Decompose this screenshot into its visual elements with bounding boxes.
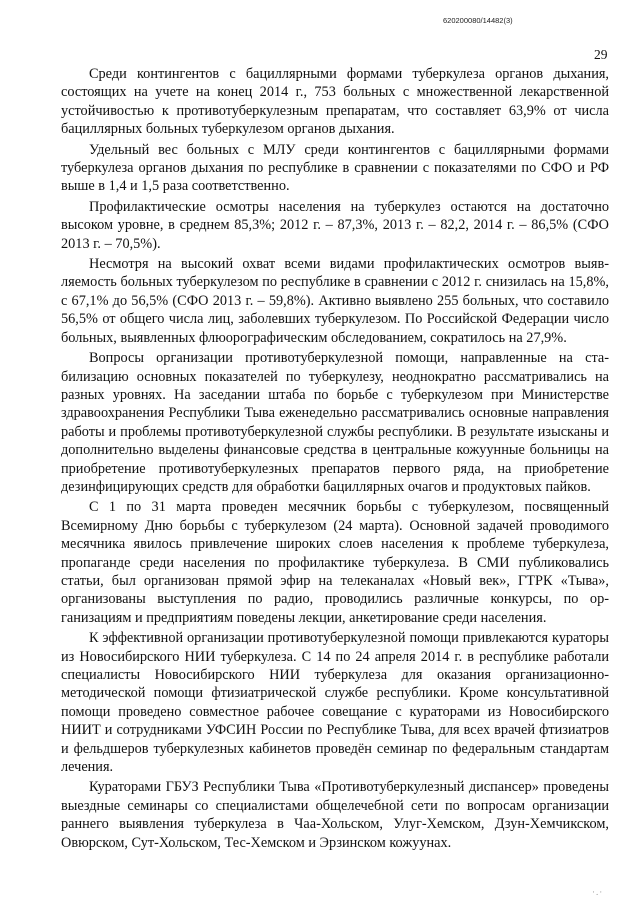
paragraph: Среди контингентов с бациллярными формами туберкулеза органов дыхания, состоящих на учете на конец 2014 г., 753 больных с множественной лекарственной устойчивостью к противотуберкулезным препаратам, что составляет 63,9% от числа бациллярных больных туберкулезом органов дыхания. [61,66,609,138]
paragraph: Несмотря на высокий охват всеми видами профилактических осмотров выявляемость больных туберкулезом по республике в сравнении с 2012 г. снизилась на 15,8%, с 67,1% до 56,5% (СФО 2013 г. – 59,8%). Активно выявлено 255 больных, что составило 56,5% от общего числа лиц, заболевших туберкулезом. По Российской Федерации число больных, выявленных флюорографическим обследованием, сократилось на 27,9%. [61,256,609,346]
paragraph: С 1 по 31 марта проведен месячник борьбы с туберкулезом, посвященный Всемирному Дню борьбы с туберкулезом (24 марта). Основной задачей проводимого месячника явилось привлечение широких слоев населения к проблеме туберкулеза, пропаганде среди населения по профилактике туберкулеза. В СМИ публиковались статьи, был организован прямой эфир на телеканалах «Новый век», ГТРК «Тыва», организованы выступления по радио, проводились различные конкурсы, по организациям и предприятиям поведены лекции, анкетирование среди населения. [61,499,609,626]
paragraph: Кураторами ГБУЗ Республики Тыва «Противотуберкулезный диспансер» проведены выездные семинары со специалистами общелечебной сети по вопросам организации раннего выявления туберкулеза в Чаа-Хольском, Улуг-Хемском, Дзун-Хемчикском, Овюрском, Сут-Хольском, Тес-Хемском и Эрзинском кожуунах. [61,779,609,851]
body-text [61,65,609,852]
scan-corner-mark: ·.· [592,887,604,897]
paragraph: К эффективной организации противотуберкулезной помощи привлекаются кураторы из Новосибирского НИИ туберкулеза. С 14 по 24 апреля 2014 г. в республике работали специалисты Новосибирского НИИ туберкулеза для оказания организационно-методической помощи фтизиатрической службе республики. Кроме консультативной помощи проведено совместное рабочее совещание с кураторами из Новосибирского НИИТ и сотрудниками УФСИН России по Республике Тыва, для всех врачей фтизиатров и фельдшеров туберкулезных кабинетов проведён семинар по федеральным стандартам лечения. [61,630,609,776]
page-number: 29 [594,47,608,62]
paragraph: Профилактические осмотры населения на туберкулез остаются на достаточно высоком уровне, в среднем 85,3%; 2012 г. – 87,3%, 2013 г. – 82,2, 2014 г. – 86,5% (СФО 2013 г. – 70,5%). [61,198,609,252]
document-code: 620200080/14482(3) [443,16,513,25]
paragraph: Удельный вес больных с МЛУ среди контингентов с бациллярными формами туберкулеза органов дыхания по республике в сравнении с показателями по СФО и РФ выше в 1,4 и 1,5 раза соответственно. [61,141,609,195]
paragraph: Вопросы организации противотуберкулезной помощи, направленные на стабилизацию основных показателей по туберкулезу, неоднократно рассматривались на разных уровнях. На заседании штаба по борьбе с туберкулезом при Министерстве здравоохранения Республики Тыва еженедельно рассматривались основные направления работы и проблемы противотуберкулезной службы республики. В результате изысканы и дополнительно выделены финансовые средства в центральные кожуунные больницы на приобретение противотуберкулезных препаратов первого ряда, на приобретение дезинфицирующих средств для обработки бациллярных очагов и продуктовых пайков. [61,350,609,495]
